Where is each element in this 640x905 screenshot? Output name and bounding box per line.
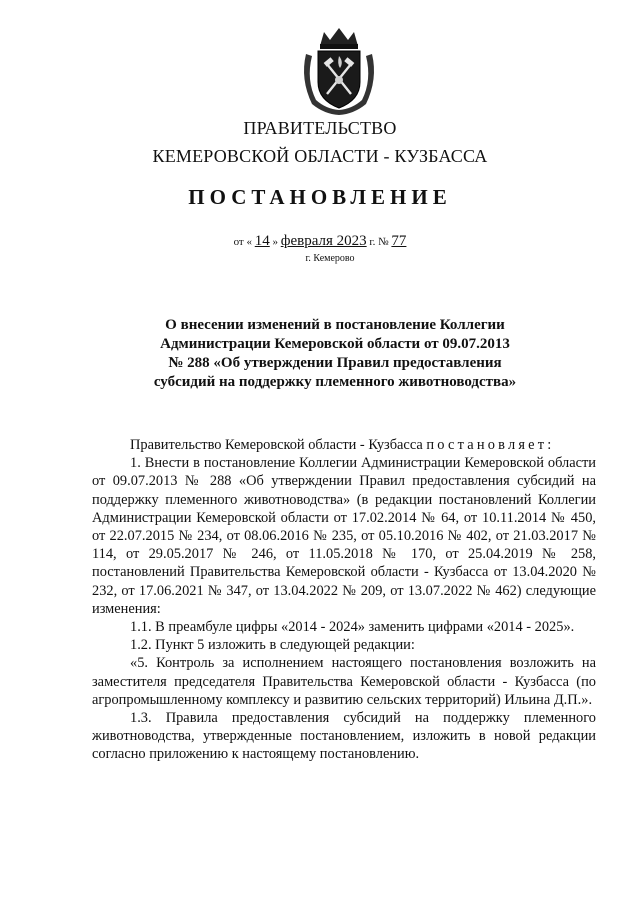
title-line: № 288 «Об утверждении Правил предоставления	[168, 355, 502, 371]
title-line: О внесении изменений в постановление Коллегии	[165, 317, 505, 333]
kuzbass-coat-of-arms-icon	[296, 24, 382, 116]
government-title-line2: КЕМЕРОВСКОЙ ОБЛАСТИ - КУЗБАССА	[152, 146, 488, 166]
document-date-number	[0, 233, 640, 250]
paragraph-1-3: 1.3. Правила предоставления субсидий на поддержку племенного животноводства, утвержденные постановлением, изложить в новой редакции согласно приложению к настоящему постановлению.	[92, 710, 596, 763]
document-number: 77	[391, 233, 407, 249]
paragraph-1-1: 1.1. В преамбуле цифры «2014 - 2024» заменить цифрами «2014 - 2025».	[130, 619, 575, 636]
document-body	[92, 436, 596, 764]
intro-resolves: постановляет:	[426, 437, 555, 453]
date-month-year: февраля 2023	[280, 233, 367, 249]
number-label: №	[378, 236, 389, 248]
date-close-quote: »	[272, 236, 278, 248]
intro-paragraph	[92, 436, 596, 454]
intro-prefix: Правительство Кемеровской области - Кузбасса	[130, 437, 423, 453]
date-from-label: от «	[233, 236, 252, 248]
document-title	[150, 316, 520, 392]
title-line: субсидий на поддержку племенного животноводства»	[153, 374, 517, 390]
paragraph-1: 1. Внести в постановление Коллегии Администрации Кемеровской области от 09.07.2013 № 288 «Об утверждении Правил предоставления субсидий на поддержку племенного животноводства» (в редакции постановлений Коллегии Администрации Кемеровской области от 17.02.2014 № 64, от 10.11.2014 № 450, от 22.07.2015 № 234, от 08.06.2016 № 235, от 05.10.2016 № 402, от 21.03.2017 № 114, от 29.05.2017 № 246, от 11.05.2018 № 170, от 25.04.2019 № 258, постановлений Правительства Кемеровской области - Кузбасса от 13.04.2020 № 232, от 17.06.2021 № 347, от 13.04.2022 № 209, от 13.07.2022 № 462) следующие изменения:	[92, 455, 596, 617]
government-title-line1: ПРАВИТЕЛЬСТВО	[243, 118, 397, 138]
title-line: Администрации Кемеровской области от 09.07.2013	[160, 336, 510, 352]
city: г. Кемерово	[305, 253, 355, 264]
document-type: ПОСТАНОВЛЕНИЕ	[188, 185, 452, 209]
date-day: 14	[254, 233, 270, 249]
date-year-suffix: г.	[369, 236, 376, 248]
paragraph-1-2-quote: «5. Контроль за исполнением настоящего постановления возложить на заместителя председателя Правительства Кемеровской области - Кузбасса (по агропромышленному комплексу и развитию сельских территорий) Ильина Д.П.».	[92, 655, 596, 708]
paragraph-1-2: 1.2. Пункт 5 изложить в следующей редакции:	[130, 637, 415, 654]
